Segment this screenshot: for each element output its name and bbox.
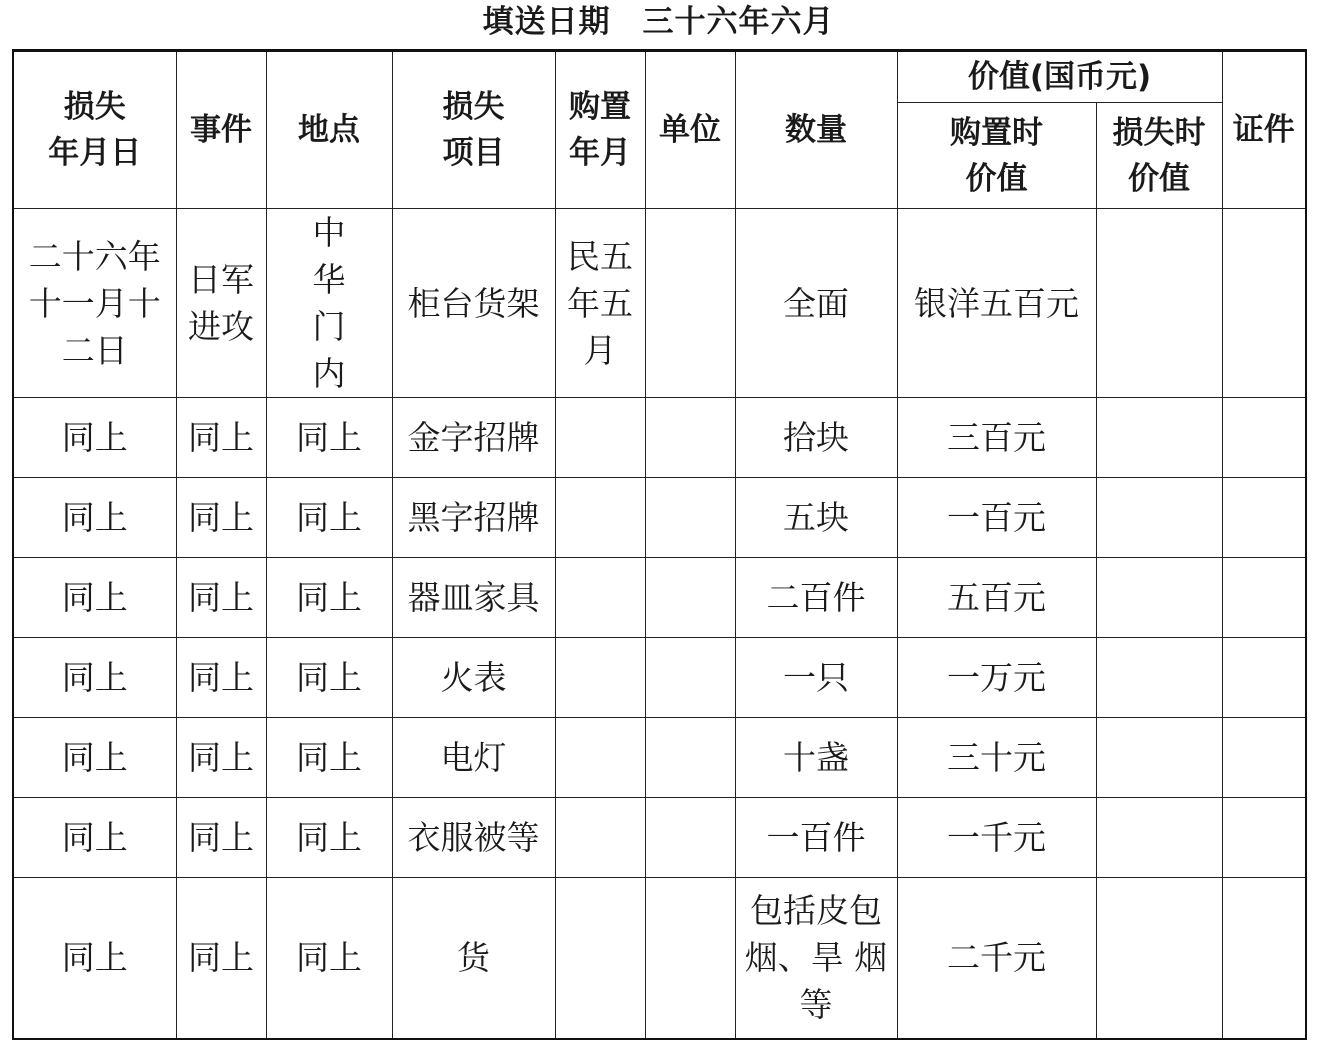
cell-evidence xyxy=(1222,798,1306,878)
cell-evidence xyxy=(1222,398,1306,478)
header-purchase-date: 购置 年月 xyxy=(555,51,645,209)
cell-evidence xyxy=(1222,638,1306,718)
cell-quantity: 二百件 xyxy=(735,558,897,638)
header-place: 地点 xyxy=(266,51,392,209)
cell-value-at-purchase: 五百元 xyxy=(897,558,1096,638)
cell-place: 同上 xyxy=(266,558,392,638)
cell-value-at-loss xyxy=(1096,209,1222,398)
cell-unit xyxy=(645,558,735,638)
cell-item: 电灯 xyxy=(392,718,555,798)
table-row xyxy=(13,398,1306,478)
cell-value-at-loss xyxy=(1096,558,1222,638)
form-title: 填送日期 三十六年六月 xyxy=(482,4,835,40)
cell-value-at-loss xyxy=(1096,478,1222,558)
cell-item: 器皿家具 xyxy=(392,558,555,638)
cell-purchase-date xyxy=(555,798,645,878)
cell-item: 柜台货架 xyxy=(392,209,555,398)
header-unit: 单位 xyxy=(645,51,735,209)
header-item: 损失 项目 xyxy=(392,51,555,209)
cell-value-at-purchase: 银洋五百元 xyxy=(897,209,1096,398)
cell-loss-date: 同上 xyxy=(13,398,176,478)
cell-quantity: 一百件 xyxy=(735,798,897,878)
cell-purchase-date xyxy=(555,478,645,558)
cell-value-at-loss xyxy=(1096,798,1222,878)
cell-item: 货 xyxy=(392,878,555,1039)
cell-place: 同上 xyxy=(266,718,392,798)
cell-value-at-purchase: 一万元 xyxy=(897,638,1096,718)
cell-place: 同上 xyxy=(266,798,392,878)
cell-unit xyxy=(645,798,735,878)
header-evidence: 证件 xyxy=(1222,51,1306,209)
cell-evidence xyxy=(1222,209,1306,398)
cell-event: 同上 xyxy=(176,398,266,478)
cell-evidence xyxy=(1222,558,1306,638)
header-quantity: 数量 xyxy=(735,51,897,209)
cell-quantity: 拾块 xyxy=(735,398,897,478)
cell-unit xyxy=(645,398,735,478)
table-row xyxy=(13,478,1306,558)
table-row xyxy=(13,209,1306,398)
cell-value-at-purchase: 二千元 xyxy=(897,878,1096,1039)
cell-loss-date: 同上 xyxy=(13,478,176,558)
cell-place: 中华门内 xyxy=(266,209,392,398)
cell-item: 黑字招牌 xyxy=(392,478,555,558)
header-value-at-loss: 损失时 价值 xyxy=(1096,103,1222,209)
cell-item: 衣服被等 xyxy=(392,798,555,878)
cell-evidence xyxy=(1222,718,1306,798)
cell-loss-date: 同上 xyxy=(13,878,176,1039)
cell-event: 同上 xyxy=(176,798,266,878)
cell-place: 同上 xyxy=(266,878,392,1039)
cell-unit xyxy=(645,638,735,718)
cell-purchase-date xyxy=(555,398,645,478)
cell-purchase-date xyxy=(555,878,645,1039)
cell-evidence xyxy=(1222,878,1306,1039)
table-row xyxy=(13,718,1306,798)
table-row xyxy=(13,878,1306,1039)
cell-event: 同上 xyxy=(176,878,266,1039)
cell-event: 同上 xyxy=(176,558,266,638)
cell-item: 火表 xyxy=(392,638,555,718)
cell-event: 同上 xyxy=(176,638,266,718)
cell-item: 金字招牌 xyxy=(392,398,555,478)
header-row xyxy=(13,51,1306,103)
cell-place: 同上 xyxy=(266,398,392,478)
cell-unit xyxy=(645,878,735,1039)
cell-purchase-date: 民五年五月 xyxy=(555,209,645,398)
cell-quantity: 包括皮包烟、旱 烟等 xyxy=(735,878,897,1039)
cell-purchase-date xyxy=(555,558,645,638)
cell-place: 同上 xyxy=(266,478,392,558)
cell-loss-date: 同上 xyxy=(13,558,176,638)
cell-quantity: 五块 xyxy=(735,478,897,558)
loss-report-table xyxy=(12,49,1307,1040)
cell-unit xyxy=(645,718,735,798)
cell-value-at-purchase: 一千元 xyxy=(897,798,1096,878)
cell-event: 同上 xyxy=(176,478,266,558)
cell-event: 同上 xyxy=(176,718,266,798)
cell-unit xyxy=(645,478,735,558)
cell-quantity: 全面 xyxy=(735,209,897,398)
header-value-group: 价值(国币元) xyxy=(897,51,1222,103)
cell-value-at-loss xyxy=(1096,718,1222,798)
cell-value-at-purchase: 一百元 xyxy=(897,478,1096,558)
table-row xyxy=(13,558,1306,638)
table-row xyxy=(13,798,1306,878)
cell-value-at-purchase: 三十元 xyxy=(897,718,1096,798)
cell-place: 同上 xyxy=(266,638,392,718)
cell-loss-date: 同上 xyxy=(13,718,176,798)
cell-value-at-loss xyxy=(1096,398,1222,478)
cell-quantity: 一只 xyxy=(735,638,897,718)
cell-evidence xyxy=(1222,478,1306,558)
cell-unit xyxy=(645,209,735,398)
cell-value-at-purchase: 三百元 xyxy=(897,398,1096,478)
cell-purchase-date xyxy=(555,718,645,798)
cell-purchase-date xyxy=(555,638,645,718)
header-loss-date: 损失 年月日 xyxy=(13,51,176,209)
cell-loss-date: 二十六年十一月十二日 xyxy=(13,209,176,398)
cell-event: 日军进攻 xyxy=(176,209,266,398)
cell-value-at-loss xyxy=(1096,638,1222,718)
header-event: 事件 xyxy=(176,51,266,209)
table-row xyxy=(13,638,1306,718)
cell-value-at-loss xyxy=(1096,878,1222,1039)
cell-loss-date: 同上 xyxy=(13,798,176,878)
cell-quantity: 十盏 xyxy=(735,718,897,798)
cell-loss-date: 同上 xyxy=(13,638,176,718)
header-value-at-purchase: 购置时 价值 xyxy=(897,103,1096,209)
